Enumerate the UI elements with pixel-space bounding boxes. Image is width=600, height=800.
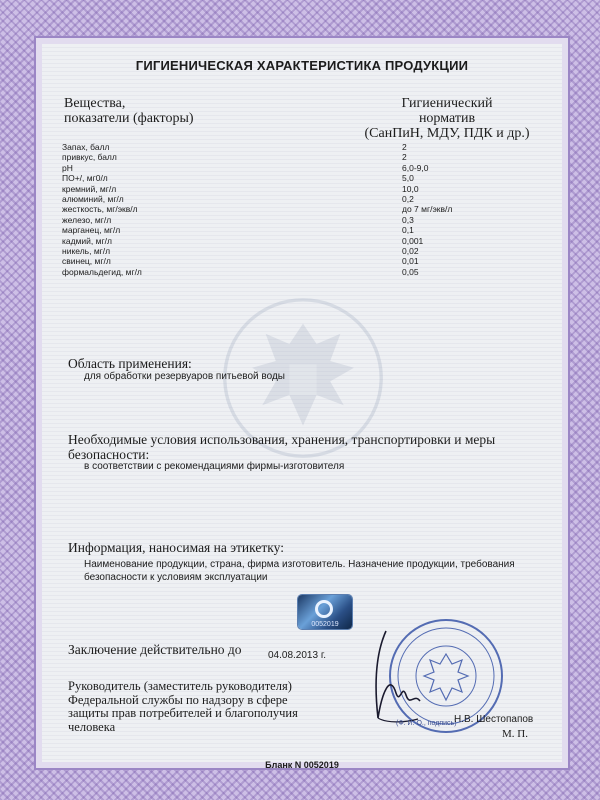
handwritten-signature: [356, 623, 426, 733]
head-title-line: защиты прав потребителей и благополучия: [68, 706, 298, 720]
indicator-norm: 0,01: [402, 256, 419, 267]
conditions-value: в соответствии с рекомендациями фирмы-изготовителя: [84, 461, 345, 472]
indicator-norm: 0,05: [402, 266, 419, 277]
label-info-value: Наименование продукции, страна, фирма изготовитель. Назначение продукции, требования безопасности к условиям эксплуатации: [84, 559, 515, 583]
signer-name: Н.В. Шестопапов: [454, 714, 534, 725]
norm-header-line: Гигиенический: [401, 96, 493, 111]
indicator-name: ПО+/, мг0/л: [62, 173, 108, 184]
indicator-norm: 0,2: [402, 193, 414, 204]
indicator-norm: 0,02: [402, 245, 419, 256]
blank-number: Бланк N 0052019: [265, 760, 339, 770]
table-row: [62, 142, 542, 152]
table-row: [62, 215, 542, 225]
norm-column-header: [362, 96, 532, 141]
indicator-name: привкус, балл: [62, 152, 117, 163]
indicator-name: марганец, мг/л: [62, 225, 121, 236]
document-title: ГИГИЕНИЧЕСКАЯ ХАРАКТЕРИСТИКА ПРОДУКЦИИ: [135, 58, 469, 73]
head-title-line: Федеральной службы по надзору в сфере: [68, 692, 288, 707]
scope-label: Область применения:: [68, 356, 192, 371]
head-title-line: Руководитель (заместитель руководителя): [68, 679, 292, 693]
hologram-number: 0052019: [311, 621, 339, 628]
validity-date: 04.08.2013 г.: [268, 650, 327, 661]
table-row: [62, 236, 542, 246]
seal-caption: (Ф. И. О., подпись): [396, 720, 457, 727]
indicator-norm: 2: [402, 152, 407, 163]
indicator-name: свинец, мг/л: [62, 256, 111, 267]
indicator-name: жесткость, мг/экв/л: [62, 204, 138, 215]
indicator-norm: 10,0: [402, 183, 419, 194]
table-row: [62, 267, 542, 277]
table-row: [62, 194, 542, 204]
indicator-norm: 6,0-9,0: [402, 162, 429, 173]
certificate-sheet: [34, 36, 570, 770]
indicator-name: формальдегид, мг/л: [62, 266, 142, 277]
indicator-name: железо, мг/л: [62, 214, 112, 225]
scope-value: для обработки резервуаров питьевой воды: [84, 371, 285, 382]
validity-label: Заключение действительно до: [68, 642, 242, 657]
norm-header-line: норматив: [418, 111, 476, 126]
indicator-name: Запах, балл: [62, 142, 110, 152]
substances-column-header: [64, 96, 194, 126]
norm-header-line: (СанПиН, МДУ, ПДК и др.): [364, 126, 530, 141]
indicator-name: кадмий, мг/л: [62, 235, 112, 246]
table-row: [62, 173, 542, 183]
indicator-norm: 0,1: [402, 225, 414, 236]
indicator-norm: 0,3: [402, 214, 414, 225]
conditions-label: Необходимые условия использования, хранения, транспортировки и меры безопасности:: [68, 432, 496, 462]
indicator-name: кремний, мг/л: [62, 183, 117, 194]
head-title: [68, 680, 298, 734]
indicator-norm: 0,001: [402, 235, 424, 246]
table-row: [62, 163, 542, 173]
hologram-emblem-icon: [315, 600, 333, 618]
hologram-sticker: [298, 595, 352, 629]
table-row: [62, 225, 542, 235]
indicators-table: [62, 142, 542, 277]
table-row: [62, 152, 542, 162]
table-row: [62, 246, 542, 256]
stamp-place-mark: М. П.: [502, 728, 528, 740]
substances-header-line: показатели (факторы): [64, 111, 194, 126]
indicator-name: никель, мг/л: [62, 245, 111, 256]
label-info-label: Информация, наносимая на этикетку:: [68, 540, 284, 555]
table-row: [62, 204, 542, 214]
indicator-norm: до 7 мг/экв/л: [402, 204, 453, 215]
indicator-name: алюминий, мг/л: [62, 193, 124, 204]
indicator-norm: 5,0: [402, 173, 414, 184]
indicator-name: pH: [62, 162, 73, 173]
indicator-norm: 2: [402, 142, 407, 152]
head-title-line: человека: [68, 719, 116, 734]
substances-header-line: Вещества,: [64, 96, 126, 111]
table-row: [62, 256, 542, 266]
table-row: [62, 184, 542, 194]
